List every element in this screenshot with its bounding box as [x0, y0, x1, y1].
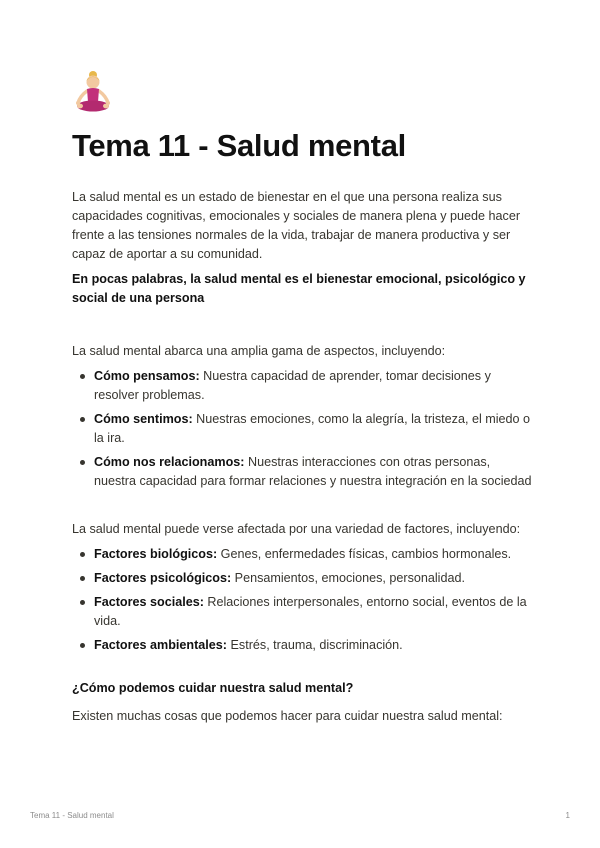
factors-lead: La salud mental puede verse afectada por una variedad de factores, incluyendo: [72, 522, 521, 536]
list-item-text: Relaciones interpersonales, entorno social, eventos de la vida. [94, 595, 527, 628]
care-heading: ¿Cómo podemos cuidar nuestra salud mental? [72, 681, 354, 695]
bullet-icon [80, 552, 85, 557]
document-body [72, 188, 532, 726]
list-item-term: Cómo nos relacionamos: [94, 455, 245, 469]
intro-summary: En pocas palabras, la salud mental es el bienestar emocional, psicológico y social de una persona [72, 272, 526, 305]
list-item-text: Nuestra capacidad de aprender, tomar decisiones y resolver problemas. [94, 369, 491, 402]
bullet-icon [80, 460, 85, 465]
list-item-term: Factores ambientales: [94, 638, 227, 652]
list-item [72, 569, 532, 588]
list-item [72, 410, 532, 448]
list-item-term: Factores biológicos: [94, 547, 218, 561]
aspects-lead: La salud mental abarca una amplia gama de aspectos, incluyendo: [72, 344, 446, 358]
aspects-list [72, 367, 532, 491]
page-title: Tema 11 - Salud mental [72, 128, 406, 163]
list-item [72, 453, 532, 491]
list-item-text: Nuestras emociones, como la alegría, la tristeza, el miedo o la ira. [94, 412, 531, 445]
list-item-term: Factores psicológicos: [94, 571, 232, 585]
intro-paragraph: La salud mental es un estado de bienestar en el que una persona realiza sus capacidades cognitivas, emocionales y sociales de manera plena y puede hacer frente a las tensiones normales de la vida, trabajar de manera productiva y ser capaz de aportar a su comunidad. [72, 190, 521, 261]
footer-page-number: 1 [565, 811, 570, 820]
bullet-icon [80, 374, 85, 379]
list-item-term: Factores sociales: [94, 595, 204, 609]
bullet-icon [80, 417, 85, 422]
list-item-text: Genes, enfermedades físicas, cambios hormonales. [217, 547, 512, 561]
factors-list [72, 545, 532, 655]
footer-title: Tema 11 - Salud mental [30, 811, 114, 820]
list-item-text: Nuestras interacciones con otras personas, nuestra capacidad para formar relaciones y nuestra integración en la sociedad [94, 455, 532, 488]
list-item [72, 367, 532, 405]
bullet-icon [80, 600, 85, 605]
list-item [72, 593, 532, 631]
list-item-text: Estrés, trauma, discriminación. [227, 638, 403, 652]
list-item-text: Pensamientos, emociones, personalidad. [231, 571, 465, 585]
bullet-icon [80, 643, 85, 648]
list-item-term: Cómo sentimos: [94, 412, 193, 426]
list-item-term: Cómo pensamos: [94, 369, 200, 383]
person-in-lotus-position-icon [72, 70, 114, 114]
list-item [72, 545, 532, 564]
care-lead: Existen muchas cosas que podemos hacer para cuidar nuestra salud mental: [72, 709, 503, 723]
bullet-icon [80, 576, 85, 581]
list-item [72, 636, 532, 655]
